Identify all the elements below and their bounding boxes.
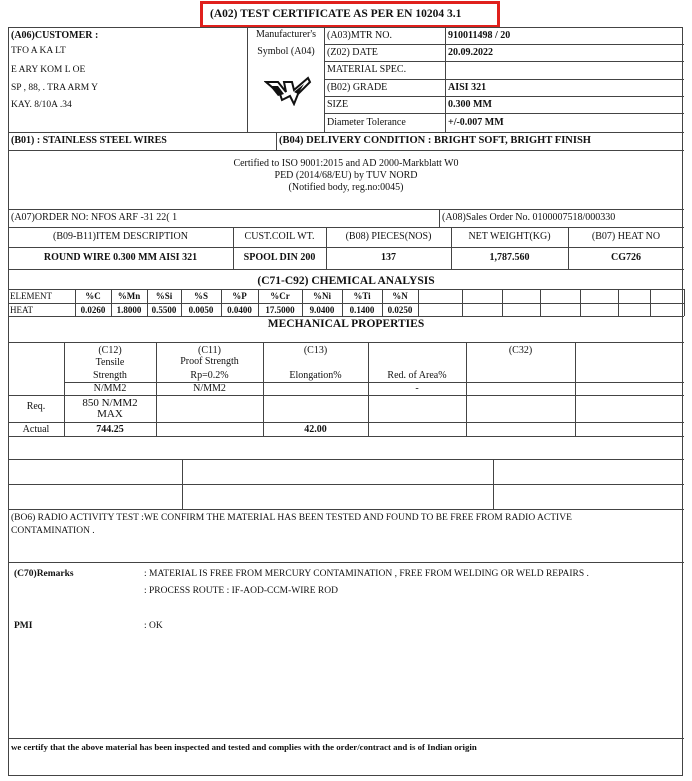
chemical-value-8: 0.0250 — [387, 305, 413, 315]
chemical-value-4: 0.0400 — [227, 305, 252, 315]
elongation-code: (C13) — [303, 345, 328, 356]
customer-line-3: SP , 88, . TRA ARM Y — [11, 83, 99, 93]
chemical-value-1: 1.8000 — [116, 305, 142, 315]
chemical-element-6: %Ni — [313, 291, 331, 301]
radio-activity-line-1: (BO6) RADIO ACTIVITY TEST :WE CONFIRM THE MATERIAL HAS BEEN TESTED AND FOUND TO BE FREE FROM RADIO ACTIVE — [11, 513, 572, 523]
manufacturer-label: Manufacturer's — [255, 29, 317, 40]
certified-line-3: (Notified body, reg.no:0045) — [288, 182, 404, 193]
item-description-header: (B09-B11)ITEM DESCRIPTION — [53, 231, 188, 242]
coil-weight-value: SPOOL DIN 200 — [243, 252, 316, 263]
pieces-header: (B08) PIECES(NOS) — [345, 231, 432, 242]
item-description-value: ROUND WIRE 0.300 MM AISI 321 — [43, 252, 198, 263]
delivery-condition: (B04) DELIVERY CONDITION : BRIGHT SOFT, BRIGHT FINISH — [279, 135, 591, 146]
proof-unit: N/MM2 — [193, 383, 226, 394]
proof-label-2: Rp=0.2% — [190, 370, 229, 381]
chemical-analysis-title: (C71-C92) CHEMICAL ANALYSIS — [257, 275, 435, 287]
chemical-value-2: 0.5500 — [151, 305, 177, 315]
actual-tensile-value: 744.25 — [96, 424, 124, 435]
req-tensile-max: MAX — [97, 408, 123, 420]
tensile-code: (C12) — [98, 345, 122, 356]
element-row-label: ELEMENT — [10, 291, 52, 301]
coil-weight-header: CUST.COIL WT. — [244, 231, 315, 242]
product-label: (B01) : STAINLESS STEEL WIRES — [11, 135, 167, 146]
date-label: (Z02) DATE — [327, 47, 378, 58]
sales-order-number: (A08)Sales Order No. 0100007518/000330 — [442, 212, 616, 223]
remarks-label: (C70)Remarks — [14, 569, 74, 579]
chemical-element-8: %N — [392, 291, 408, 301]
pieces-value: 137 — [381, 252, 396, 263]
reduction-area-label: Red. of Area% — [387, 370, 447, 381]
req-tensile-value: 850 N/MM2 — [82, 397, 138, 409]
certificate-title: (A02) TEST CERTIFICATE AS PER EN 10204 3.1 — [210, 8, 462, 20]
mtr-value: 910011498 / 20 — [448, 30, 511, 41]
certified-line-1: Certified to ISO 9001:2015 and AD 2000-Markblatt W0 — [233, 158, 459, 169]
remarks-line-2: : PROCESS ROUTE : IF-AOD-CCM-WIRE ROD — [144, 586, 338, 596]
certified-line-2: PED (2014/68/EU) by TUV NORD — [274, 170, 418, 181]
chemical-value-3: 0.0050 — [188, 305, 214, 315]
elongation-label: Elongation% — [289, 370, 342, 381]
chemical-element-2: %Si — [155, 291, 173, 301]
order-number: (A07)ORDER NO: NFOS ARF -31 22( 1 — [11, 212, 178, 223]
pmi-label: PMI — [14, 621, 33, 631]
net-weight-value: 1,787.560 — [489, 252, 530, 263]
tensile-label-1: Tensile — [95, 357, 125, 368]
chemical-value-0: 0.0260 — [80, 305, 106, 315]
manufacturer-bird-logo-icon — [264, 76, 312, 106]
date-value: 20.09.2022 — [448, 47, 493, 58]
chemical-element-5: %Cr — [270, 291, 290, 301]
chemical-value-6: 9.0400 — [309, 305, 335, 315]
mtr-label: (A03)MTR NO. — [327, 30, 392, 41]
tolerance-label: Diameter Tolerance — [327, 117, 406, 128]
tensile-unit: N/MM2 — [93, 383, 127, 394]
req-label: Req. — [26, 401, 46, 412]
customer-line-2: E ARY KOM L OE — [11, 65, 86, 75]
c32-code: (C32) — [508, 345, 533, 356]
chemical-element-7: %Ti — [353, 291, 371, 301]
chemical-element-0: %C — [85, 291, 101, 301]
customer-line-1: TFO A KA LT — [11, 46, 66, 56]
heat-no-header: (B07) HEAT NO — [591, 231, 661, 242]
reduction-area-unit: - — [415, 383, 419, 394]
radio-activity-line-2: CONTAMINATION . — [11, 526, 95, 536]
pmi-value: : OK — [144, 621, 163, 631]
chemical-element-1: %Mn — [117, 291, 141, 301]
origin-declaration: we certify that the above material has been inspected and tested and complies with the order/contract and is of Indian origin — [11, 742, 477, 752]
chemical-element-4: %P — [232, 291, 247, 301]
size-value: 0.300 MM — [448, 99, 492, 110]
chemical-value-7: 0.1400 — [349, 305, 375, 315]
remarks-line-1: : MATERIAL IS FREE FROM MERCURY CONTAMINATION , FREE FROM WELDING OR WELD REPAIRS . — [144, 569, 589, 579]
actual-label: Actual — [22, 424, 50, 435]
grade-value: AISI 321 — [448, 82, 487, 93]
customer-label: (A06)CUSTOMER : — [11, 30, 99, 41]
proof-code: (C11) — [198, 345, 221, 356]
heat-no-value: CG726 — [611, 252, 641, 263]
mechanical-properties-title: MECHANICAL PROPERTIES — [267, 318, 425, 330]
grade-label: (B02) GRADE — [327, 82, 388, 93]
net-weight-header: NET WEIGHT(KG) — [468, 231, 551, 242]
chemical-element-3: %S — [193, 291, 208, 301]
proof-label-1: Proof Strength — [180, 356, 239, 367]
heat-row-label: HEAT — [10, 305, 33, 315]
material-spec-label: MATERIAL SPEC. — [327, 64, 407, 75]
chemical-value-5: 17.5000 — [265, 305, 295, 315]
actual-elongation-value: 42.00 — [304, 424, 327, 435]
size-label: SIZE — [327, 99, 349, 110]
tensile-label-2: Strength — [93, 370, 127, 381]
tolerance-value: +/-0.007 MM — [448, 117, 504, 128]
customer-line-4: KAY. 8/10A .34 — [11, 100, 72, 110]
manufacturer-symbol-label: Symbol (A04) — [257, 46, 315, 57]
